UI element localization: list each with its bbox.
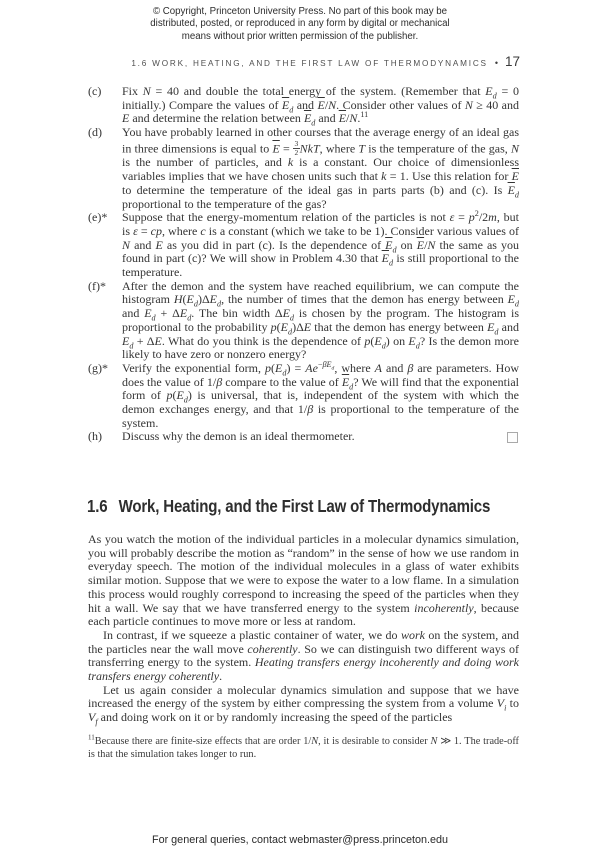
page-footer [0, 834, 600, 846]
footnote [88, 733, 519, 762]
problem-text: Suppose that the energy-momentum relation of the particles is not $\varepsilon = p^2/2m$, but is ε = cp, where c is a constant (which we take to be 1). Consider various values of N and E as you did in part (c). Is the dependence of $\overline{E}_d$ on $\overline{E}/N$ the same as you found in part (c)? We will show in Problem 4.30 that $\overline{E}_d$ is still proportional to the temperature. [122, 209, 520, 280]
problem-item-d [88, 126, 519, 211]
section-title: Work, Heating, and the First Law of Thermodynamics [118, 496, 491, 516]
footnote-marker: 11 [88, 733, 95, 742]
copyright-line-1: © Copyright, Princeton University Press. No part of this book may be [152, 6, 448, 17]
footer-contact-text: For general queries, contact webmaster@press.princeton.edu [151, 834, 449, 846]
running-head-title: 1.6 WORK, HEATING, AND THE FIRST LAW OF THERMODYNAMICS [131, 59, 488, 68]
copyright-notice [0, 6, 600, 43]
section-number: 1.6 [87, 496, 108, 516]
problem-item-f [88, 280, 519, 362]
problem-item-c [88, 85, 519, 126]
problem-item-e [88, 211, 519, 280]
problem-label: (c) [88, 84, 102, 98]
problem-text-h: Discuss why the demon is an ideal thermometer. [122, 429, 355, 444]
paragraph-1: As you watch the motion of the individual particles in a molecular dynamics simulation, you will probably describe the motion as “random” in the sense of how we use random in everyday speech. The motion of the individual molecules in a glass of water exhibits similar motion. Suppose that we were to expose the water to a low flame. In a simulation this process would roughly correspond to increasing the speed of the particles when they hit a wall. We say that we have transferred energy to the system incoherently, because each particle continues to move more or less at random. [88, 532, 519, 629]
running-head-bullet-icon: • [494, 58, 498, 68]
problem-label: (e)* [88, 210, 108, 225]
problem-label: (f)* [88, 278, 106, 293]
body-text [88, 533, 519, 725]
footnote-text: Because there are finite-size effects that are order 1/N, it is desirable to consider N ≫ 1. The trade-off is that the simulation takes longer to run. [88, 736, 519, 760]
section-heading [87, 496, 490, 517]
problem-label: (d) [88, 125, 102, 140]
problem-list [88, 85, 519, 444]
paragraph-2: In contrast, if we squeeze a plastic container of water, we do work on the system, and the particles near the wall move coherently. So we can distinguish two different ways of transferring energy to the system. Heating transfers energy incoherently and doing work transfers energy coherently. [88, 627, 520, 684]
end-of-problem-icon [507, 432, 518, 443]
problem-text: You have probably learned in other courses that the average energy of an ideal gas in three dimensions is equal to $\overline{E}$ = $\frac{3}{2}$ NkT, where T is the temperature of the gas, N is the number of particles, and k is a constant. Our choice of dimensionless variables implies that we have chosen units such that k = 1. Use this relation for $\overline{E}$ to determine the temperature of the ideal gas in parts parts (b) and (c). Is $\overline{E}_d$ proportional to the temperature of the gas? [122, 125, 519, 211]
copyright-line-2: distributed, posted, or reproduced in any form by digital or mechanical [150, 18, 450, 30]
paragraph-3: Let us again consider a molecular dynamics simulation and suppose that we have increased the energy of the system by either compressing the system from a volume $V_i$ to $V_f$ and doing work on it or by randomly increasing the speed of the particles [88, 682, 519, 727]
problem-label: (h) [88, 429, 102, 444]
running-head [131, 54, 520, 69]
problem-text: After the demon and the system have reached equilibrium, we can compute the histogram $H(E_d)\Delta E_d$, the number of times that the demon has energy between $E_d$ and $E_d + \Delta E_d$. The bin width $\Delta E_d$ is chosen by the program. The histogram is proportional to the probability $p(E_d)\Delta E$ that the demon has energy between $E_d$ and $E_d + \Delta E$. What do you think is the dependence of $p(E_d)$ on $E_d$? Is the demon more likely to have zero or nonzero energy? [122, 278, 520, 362]
copyright-line-3: means without prior written permission of the publisher. [181, 30, 419, 42]
problem-text: Fix N = 40 and double the total energy of the system. (Remember that $E_d = 0$ initially.) Compare the values of $\overline{E}_d$ and $\overline{E}/N$. Consider other values of N ≥ 40 and E and determine the relation between $\overline{E}_d$ and $\overline{E}/N.^{11}$ [122, 84, 520, 128]
problem-item-h [88, 430, 519, 444]
problem-text [122, 430, 519, 444]
problem-text: Verify the exponential form, $p(E_d) = Ae^{-\beta E_d}$, where A and β are parameters. How does the value of 1/β compare to the value of $\overline{E}_d$? We will find that the exponential form of $p(E_d)$ is universal, that is, independent of the system with which the demon exchanges energy, and that 1/β is proportional to the temperature of the system. [122, 359, 519, 430]
page-number: 17 [504, 54, 520, 69]
problem-label: (g)* [88, 360, 108, 375]
problem-item-g [88, 359, 519, 431]
